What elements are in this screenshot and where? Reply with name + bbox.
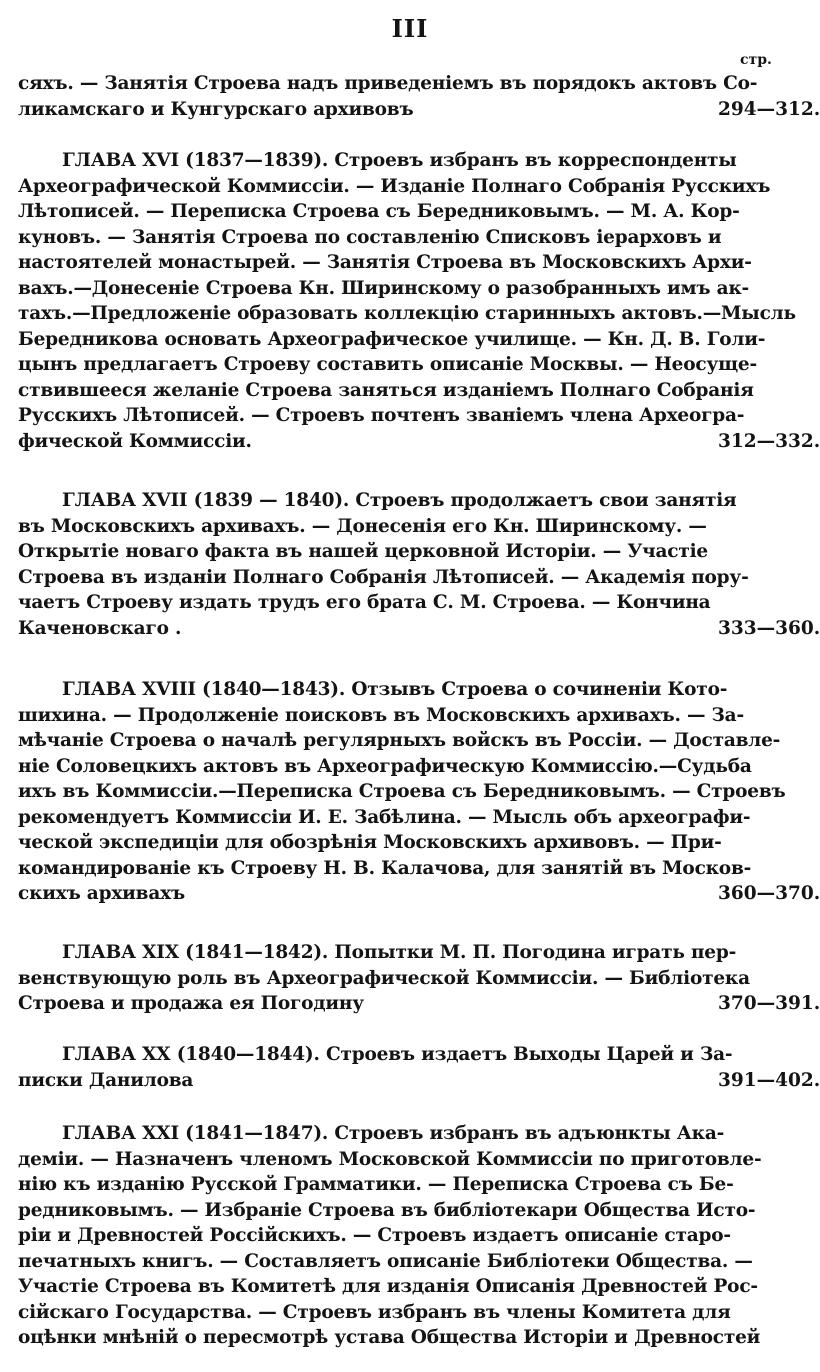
entry-line: мѣчаніе Строева о началѣ регулярныхъ войскъ въ Россіи. — Доставле-	[18, 730, 781, 751]
entry-line: Лѣтописей. — Переписка Строева съ Бередниковымъ. — М. А. Кор-	[18, 201, 740, 222]
entry-line: Открытіе новаго факта въ нашей церковной Исторіи. — Участіе	[18, 541, 708, 562]
entry-line: редниковымъ. — Избраніе Строева въ библіотекари Общества Исто-	[18, 1199, 756, 1221]
entry-line: настоятелей монастырей. — Занятія Строева въ Московскихъ Архи-	[18, 252, 752, 273]
entry-heading-line: ГЛАВА XVI (1837—1839). Строевъ избранъ въ корреспонденты	[62, 150, 737, 171]
entry-line: Участіе Строева въ Комитетѣ для изданія Описанія Древностей Рос-	[18, 1276, 758, 1297]
entry-line: ихъ въ Коммиссіи.—Переписка Строева съ Бередниковымъ. — Строевъ	[18, 781, 786, 802]
entry-line: писки Данилова	[18, 1069, 194, 1091]
entry-line: венствующую роль въ Археографической Коммиссіи. — Библіотека	[18, 967, 750, 989]
page-range: 391—402.	[718, 1070, 820, 1091]
entry-line: скихъ архивахъ	[18, 883, 185, 904]
entry-line: вахъ.—Донесеніе Строева Кн. Ширинскому о разобранныхъ имъ ак-	[18, 277, 750, 299]
entry-heading-line: ГЛАВА XVII (1839 — 1840). Строевъ продолжаетъ свои занятія	[62, 490, 737, 511]
toc-entry	[18, 1121, 762, 1351]
entry-line: сяхъ. — Занятія Строева надъ приведеніемъ въ порядокъ актовъ Со-	[18, 73, 758, 94]
entry-line: Русскихъ Лѣтописей. — Строевъ почтенъ званіемъ члена Археогра-	[18, 405, 745, 426]
page-range: 294—312.	[718, 99, 820, 120]
toc-entry	[18, 488, 749, 641]
entry-heading-line: ГЛАВА XX (1840—1844). Строевъ издаетъ Выходы Царей и За-	[62, 1044, 733, 1065]
entry-line: въ Московскихъ архивахъ. — Донесенія его Кн. Ширинскому. —	[18, 515, 707, 537]
pages-column-label: стр.	[740, 52, 772, 68]
entry-heading-line: ГЛАВА XVIII (1840—1843). Отзывъ Строева о сочиненіи Кото-	[62, 679, 728, 700]
entry-line: Бередникова основать Археографическое училище. — Кн. Д. В. Голи-	[18, 328, 766, 350]
entry-line: печатныхъ книгъ. — Составляетъ описаніе Библіотеки Общества. —	[18, 1250, 753, 1272]
page-range: 360—370.	[718, 883, 820, 904]
entry-line: оцѣнки мнѣній о пересмотрѣ устава Общества Исторіи и Древностей	[18, 1327, 761, 1348]
entry-line: Строева въ изданіи Полнаго Собранія Лѣтописей. — Академія пору-	[18, 566, 749, 588]
entry-line: тахъ.—Предложеніе образовать коллекцію старинныхъ актовъ.—Мысль	[18, 303, 796, 324]
entry-line: чаетъ Строеву издать трудъ его брата С. М. Строева. — Кончина	[18, 592, 711, 613]
entry-line: ніе Соловецкихъ актовъ въ Археографическую Коммиссію.—Судьба	[18, 755, 752, 777]
entry-line: цынъ предлагаетъ Строеву составить описаніе Москвы. — Неосуще-	[18, 354, 757, 375]
entry-heading-line: ГЛАВА XXI (1841—1847). Строевъ избранъ въ адъюнкты Ака-	[62, 1123, 725, 1144]
entry-line: шихина. — Продолженіе поисковъ въ Московскихъ архивахъ. — За-	[18, 704, 744, 726]
entry-line: фической Коммиссіи.	[18, 430, 252, 452]
entry-line: командированіе къ Строеву Н. В. Калачова, для занятій въ Москов-	[18, 857, 752, 879]
entry-line: рекомендуетъ Коммиссіи И. Е. Забѣлина. — Мысль объ археографи-	[18, 806, 751, 828]
entry-line: Строева и продажа ея Погодину	[18, 993, 364, 1014]
toc-entry	[18, 1042, 733, 1093]
entry-line: нію къ изданію Русской Грамматики. — Переписка Строева съ Бе-	[18, 1174, 734, 1195]
entry-line: деміи. — Назначенъ членомъ Московской Коммиссіи по приготовле-	[18, 1148, 762, 1170]
entry-line: ческой экспедиціи для обозрѣнія Московскихъ архивовъ. — При-	[18, 832, 722, 853]
entry-line: Каченовскаго .	[18, 617, 182, 639]
entry-line: ствившееся желаніе Строева заняться изданіемъ Полнаго Собранія	[18, 379, 754, 401]
toc-entry	[18, 940, 750, 1017]
entry-line: ріи и Древностей Россійскихъ. — Строевъ издаетъ описаніе старо-	[18, 1225, 731, 1246]
entry-line: ликамскаго и Кунгурскаго архивовъ	[18, 98, 414, 120]
page-range: 370—391.	[718, 993, 820, 1014]
entry-heading-line: ГЛАВА XIX (1841—1842). Попытки М. П. Погодина играть пер-	[62, 942, 737, 963]
page-range: 312—332.	[718, 431, 820, 452]
entry-line: куновъ. — Занятія Строева по составленію Списковъ іерарховъ и	[18, 226, 722, 248]
page-range: 333—360.	[718, 618, 820, 639]
entry-line: сійскаго Государства. — Строевъ избранъ въ члены Комитета для	[18, 1301, 731, 1323]
toc-entry	[18, 71, 758, 122]
page-number: III	[391, 14, 429, 43]
entry-line: Археографической Коммиссіи. — Изданіе Полнаго Собранія Русскихъ	[18, 175, 771, 197]
